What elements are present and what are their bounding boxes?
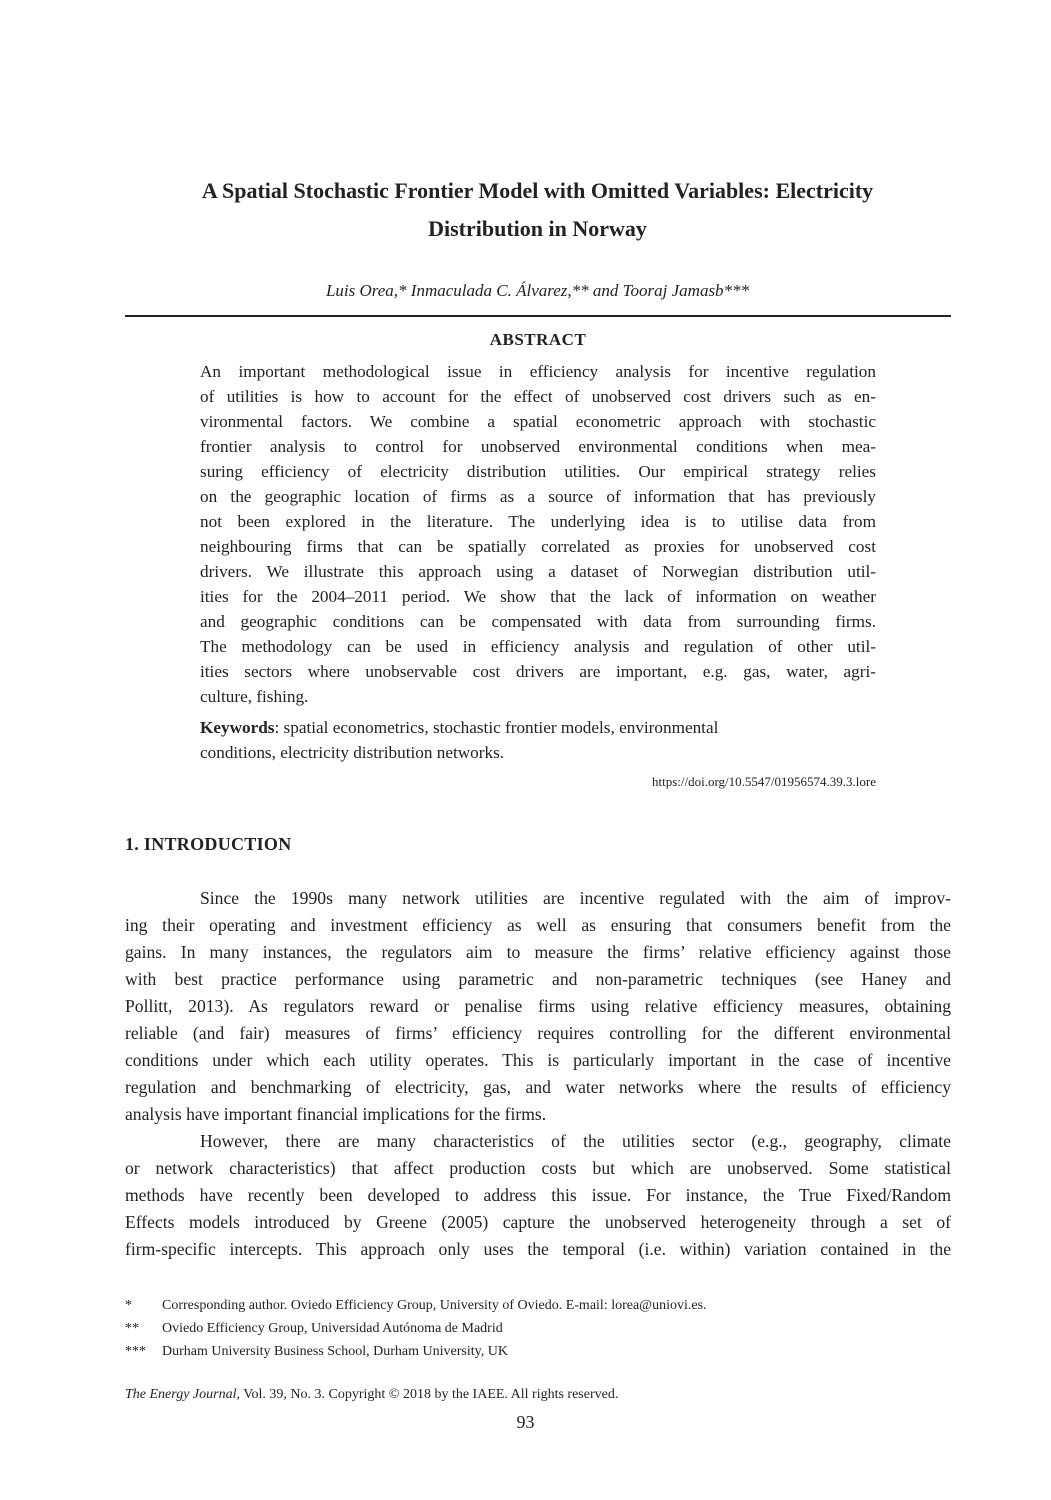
author-list: Luis Orea,* Inmaculada C. Álvarez,** and Tooraj Jamasb*** <box>325 281 750 300</box>
abstract-line: drivers. We illustrate this approach using a dataset of Norwegian distribution util- <box>200 562 876 581</box>
keywords-line-2: conditions, electricity distribution networks. <box>200 743 505 762</box>
abstract-line: frontier analysis to control for unobserved environmental conditions when mea- <box>200 437 876 456</box>
abstract-line: culture, fishing. <box>200 687 309 706</box>
abstract-line: ities for the 2004–2011 period. We show that the lack of information on weather <box>200 587 876 606</box>
body-line: or network characteristics) that affect production costs but which are unobserved. Some statistical <box>125 1158 951 1178</box>
keywords <box>200 715 876 765</box>
body-line: Pollitt, 2013). As regulators reward or penalise firms using relative efficiency measures, obtaining <box>125 996 951 1016</box>
abstract-line: and geographic conditions can be compensated with data from surrounding firms. <box>200 612 876 631</box>
abstract-line: vironmental factors. We combine a spatial econometric approach with stochastic <box>200 412 876 431</box>
footnote-text: Corresponding author. Oviedo Efficiency Group, University of Oviedo. E-mail: lorea@uniovi.es. <box>162 1298 707 1313</box>
footnotes <box>125 1294 951 1363</box>
body-line: regulation and benchmarking of electricity, gas, and water networks where the results of efficiency <box>125 1077 951 1097</box>
abstract-line: not been explored in the literature. The underlying idea is to utilise data from <box>200 512 876 531</box>
page-number: 93 <box>516 1412 535 1432</box>
title-line-2: Distribution in Norway <box>428 216 647 241</box>
introduction-body <box>125 885 951 1263</box>
body-line: firm-specific intercepts. This approach only uses the temporal (i.e. within) variation contained in the <box>125 1239 951 1259</box>
abstract-line: of utilities is how to account for the effect of unobserved cost drivers such as en- <box>200 387 876 406</box>
abstract-line: on the geographic location of firms as a source of information that has previously <box>200 487 876 506</box>
title-line-1: A Spatial Stochastic Frontier Model with Omitted Variables: Electricity <box>201 178 874 203</box>
abstract-line: The methodology can be used in efficiency analysis and regulation of other util- <box>200 637 876 656</box>
body-line: ing their operating and investment efficiency as well as ensuring that consumers benefit from the <box>125 915 951 935</box>
doi-link[interactable]: https://doi.org/10.5547/01956574.39.3.lore <box>651 774 876 789</box>
footnote-text: Durham University Business School, Durham University, UK <box>162 1344 508 1359</box>
body-line: Since the 1990s many network utilities are incentive regulated with the aim of improv- <box>200 888 951 908</box>
paper-title <box>120 172 955 248</box>
body-line: with best practice performance using parametric and non-parametric techniques (see Haney and <box>125 969 951 989</box>
journal-citation <box>125 1385 951 1405</box>
footnote-mark: *** <box>125 1344 146 1359</box>
abstract-line: suring efficiency of electricity distribution utilities. Our empirical strategy relies <box>200 462 876 481</box>
title-divider <box>125 315 951 317</box>
footnote <box>125 1340 951 1363</box>
keywords-label: Keywords <box>200 718 275 737</box>
abstract-line: neighbouring firms that can be spatially correlated as proxies for unobserved cost <box>200 537 876 556</box>
body-line: gains. In many instances, the regulators aim to measure the firms’ relative efficiency against those <box>125 942 951 962</box>
abstract-line: An important methodological issue in efficiency analysis for incentive regulation <box>200 362 876 381</box>
journal-details: , Vol. 39, No. 3. Copyright © 2018 by the IAEE. All rights reserved. <box>236 1387 619 1402</box>
body-line: methods have recently been developed to address this issue. For instance, the True Fixed/Random <box>125 1185 951 1205</box>
footnote <box>125 1294 951 1317</box>
body-line: analysis have important financial implications for the firms. <box>125 1104 547 1124</box>
body-line: However, there are many characteristics of the utilities sector (e.g., geography, climate <box>200 1131 951 1151</box>
keywords-line-1: : spatial econometrics, stochastic frontier models, environmental <box>274 718 719 737</box>
abstract-line: ities sectors where unobservable cost drivers are important, e.g. gas, water, agri- <box>200 662 876 681</box>
body-line: conditions under which each utility operates. This is particularly important in the case of incentive <box>125 1050 951 1070</box>
abstract-heading: ABSTRACT <box>489 330 587 349</box>
body-line: reliable (and fair) measures of firms’ efficiency requires controlling for the different environmental <box>125 1023 951 1043</box>
journal-name: The Energy Journal <box>125 1387 237 1402</box>
body-line: Effects models introduced by Greene (2005) capture the unobserved heterogeneity through a set of <box>125 1212 951 1232</box>
footnote-mark: * <box>125 1298 132 1313</box>
abstract-body <box>200 359 876 709</box>
footnote <box>125 1317 951 1340</box>
footnote-text: Oviedo Efficiency Group, Universidad Autónoma de Madrid <box>162 1321 503 1336</box>
section-heading: 1. INTRODUCTION <box>125 834 292 854</box>
footnote-mark: ** <box>125 1321 139 1336</box>
